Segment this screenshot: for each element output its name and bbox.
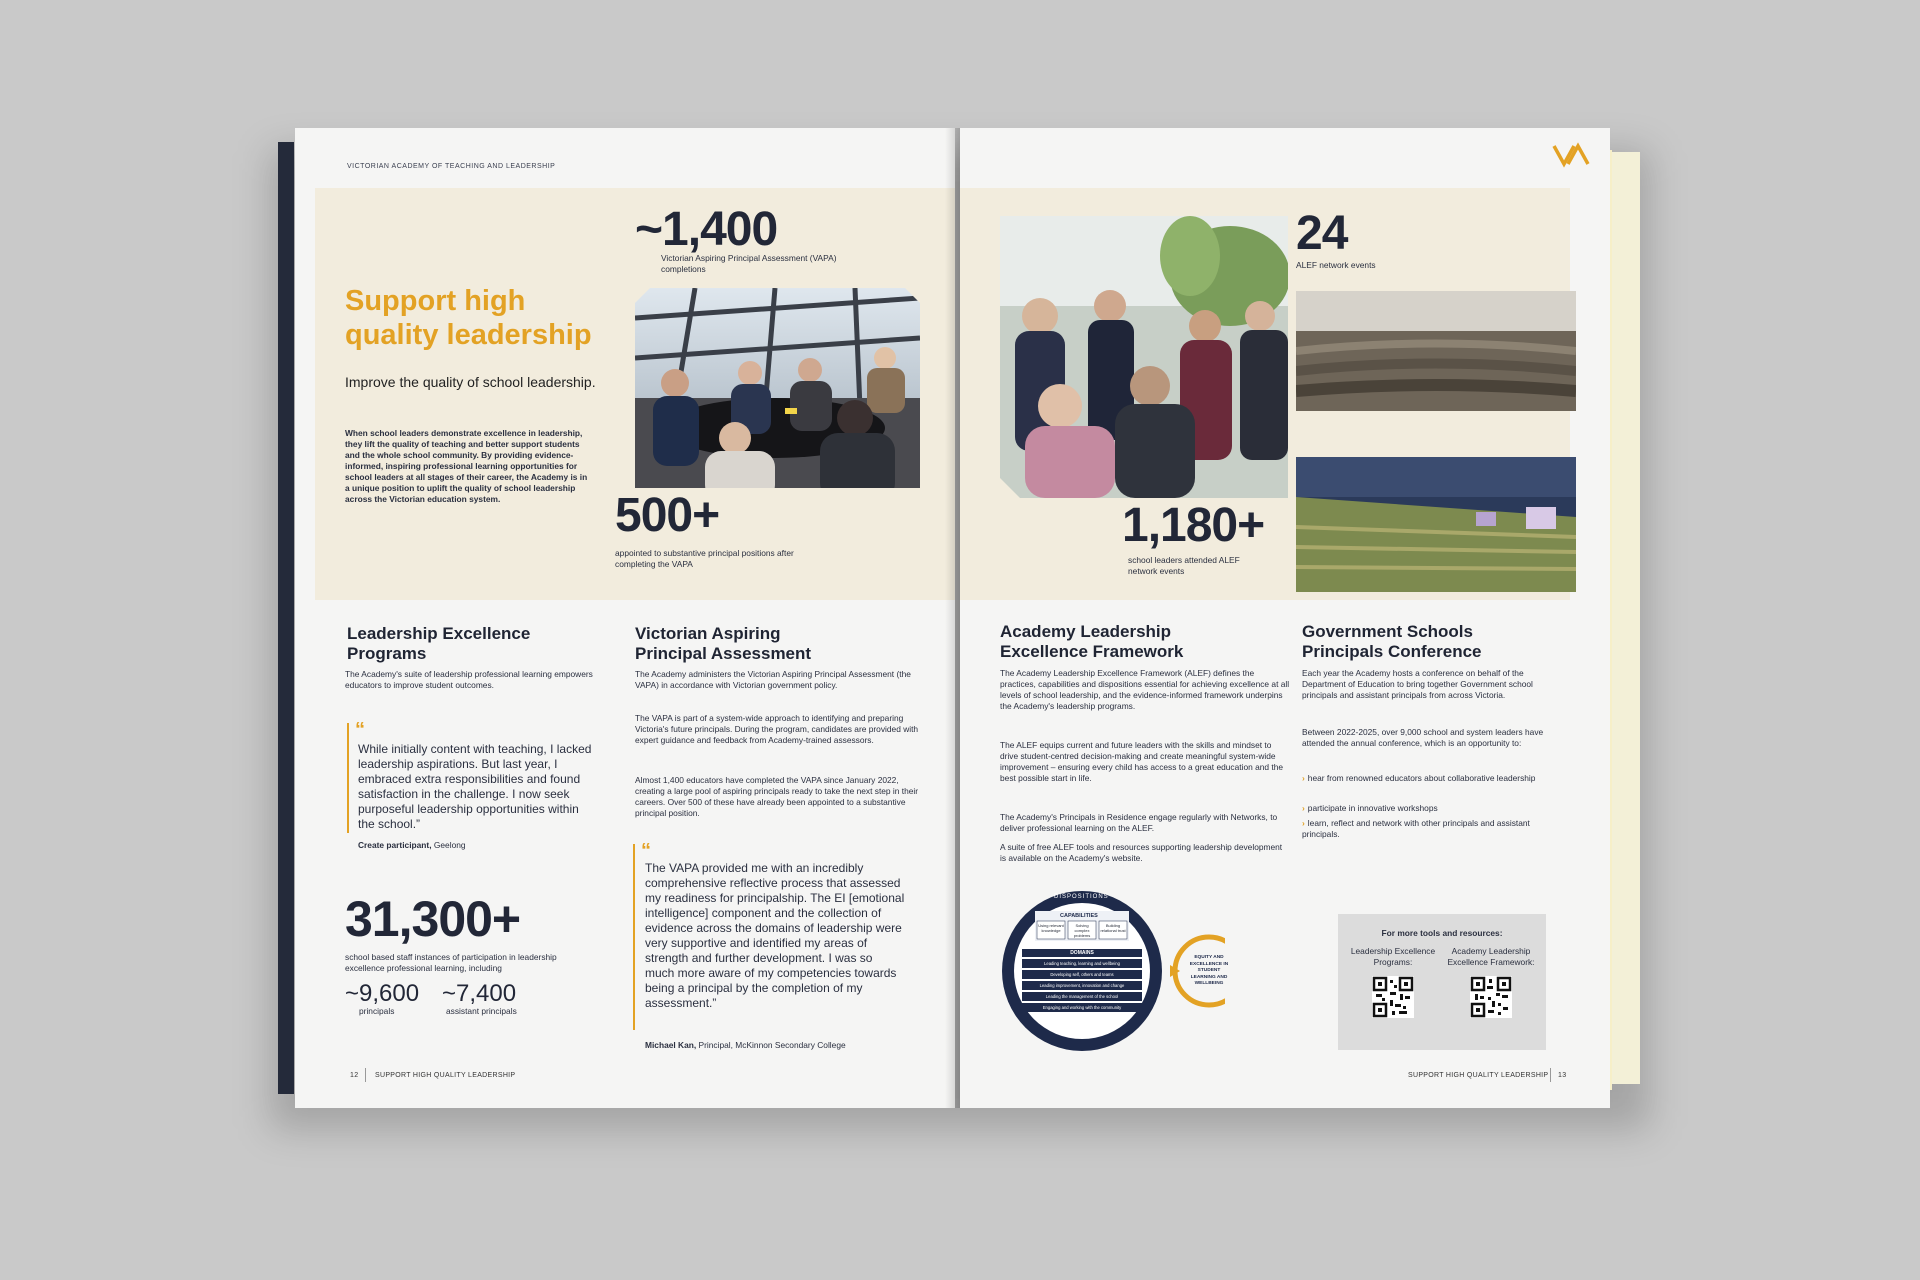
- quote-bar-2: [633, 844, 635, 1030]
- stat-vapa-completions: ~1,400: [635, 203, 778, 256]
- page-subtitle: Improve the quality of school leadership.: [345, 374, 596, 390]
- quote-place-1: Geelong: [431, 840, 466, 850]
- stat-appointed-label: appointed to substantive principal positions after completing the VAPA: [615, 548, 794, 569]
- stat-alef-events-label: ALEF network events: [1296, 260, 1376, 270]
- vapa-p1: The Academy administers the Victorian Aspiring Principal Assessment (the VAPA) in accordance with Victorian government policy.: [635, 669, 911, 690]
- page-title-line2: quality leadership: [345, 319, 592, 351]
- diagram-dispositions: DISPOSITIONS: [1054, 894, 1109, 900]
- stat-participation-label: school based staff instances of participation in leadership excellence professional learning, including: [345, 952, 557, 973]
- quote-create-participant: While initially content with teaching, I lacked leadership aspirations. But last year, I embraced extra responsibilities and found satisfaction in the challenge. I now seek purposeful leadership opportunities within the school.”: [358, 742, 592, 831]
- quote-mark-2: “: [641, 840, 651, 862]
- right-page: [960, 128, 1610, 1108]
- resources-box: [1338, 914, 1546, 1050]
- alef-p4: A suite of free ALEF tools and resources supporting leadership development is available on the Academy's website.: [1000, 842, 1283, 863]
- resources-label-alef: Academy Leadership Excellence Framework:: [1447, 946, 1535, 967]
- cover-edge-right: [1612, 152, 1640, 1084]
- photo-roundtable: [635, 288, 920, 501]
- stat-principals-label: principals: [359, 1006, 395, 1016]
- quote-author-2: Michael Kan,: [645, 1040, 697, 1050]
- diagram-outcome: EQUITY AND EXCELLENCE IN STUDENT LEARNING AND WELLBEING: [1189, 955, 1229, 986]
- diagram-domains: DOMAINS: [1070, 950, 1094, 956]
- photo-networking-event: [1000, 216, 1288, 498]
- vapa-p3: Almost 1,400 educators have completed the VAPA since January 2022, creating a large pool of aspiring principals ready to take the next step in their careers. Over 500 of these have already been appointed to a substantive principal position.: [635, 775, 919, 818]
- footer-divider-right: [1550, 1068, 1551, 1082]
- running-header: VICTORIAN ACADEMY OF TEACHING AND LEADERSHIP: [347, 163, 556, 170]
- quote-attribution-2: [645, 1040, 846, 1051]
- diagram-domain-5: Engaging and working with the community: [1042, 1005, 1122, 1010]
- gspc-bullet-1: [1302, 773, 1557, 784]
- stat-participation: 31,300+: [345, 891, 521, 947]
- stat-assistant-principals: ~7,400: [442, 980, 517, 1007]
- quote-author-1: Create participant,: [358, 840, 432, 850]
- heading-vapa: Victorian Aspiring Principal Assessment: [635, 624, 812, 663]
- footer-text-left: SUPPORT HIGH QUALITY LEADERSHIP: [375, 1072, 516, 1079]
- chevron-right-icon: ›: [1302, 818, 1305, 828]
- diagram-domain-3: Leading improvement, innovation and change: [1039, 983, 1125, 988]
- diagram-domain-2: Developing self, others and teams: [1050, 972, 1114, 977]
- quote-place-2: Principal, McKinnon Secondary College: [696, 1040, 846, 1050]
- gspc-bullet-3: [1302, 818, 1557, 840]
- page-title-line1: Support high: [345, 285, 526, 317]
- stat-assistant-principals-label: assistant principals: [446, 1006, 517, 1016]
- chevron-right-icon: ›: [1302, 803, 1305, 813]
- left-page: [295, 128, 955, 1108]
- alef-diagram: [1000, 885, 1229, 1065]
- quote-attribution-1: [358, 840, 466, 851]
- stat-alef-attendees-label: school leaders attended ALEF network events: [1128, 555, 1240, 576]
- footer-page-number-left: 12: [350, 1072, 359, 1079]
- cover-edge-left: [278, 142, 294, 1094]
- va-logo: [1552, 142, 1592, 173]
- diagram-domain-1: Leading teaching, learning and wellbeing: [1044, 961, 1120, 966]
- qr-code-alef[interactable]: [1470, 976, 1512, 1018]
- stat-vapa-completions-label: Victorian Aspiring Principal Assessment (VAPA) completions: [661, 253, 837, 274]
- diagram-cap-1: Using relevant knowledge: [1038, 923, 1064, 933]
- chevron-right-icon: ›: [1302, 773, 1305, 783]
- heading-leadership-excellence-programs: Leadership Excellence Programs: [347, 624, 531, 663]
- vapa-p2: The VAPA is part of a system-wide approach to identifying and preparing Victoria's future principals. During the program, candidates are provided with expert guidance and feedback from Academy-trained assessors.: [635, 713, 919, 745]
- stat-principals: ~9,600: [345, 980, 420, 1007]
- footer-divider-left: [365, 1068, 366, 1082]
- stat-alef-attendees: 1,180+: [1122, 499, 1265, 552]
- heading-alef: Academy Leadership Excellence Framework: [1000, 622, 1184, 661]
- diagram-cap-3: Building relational trust: [1100, 923, 1126, 933]
- qr-code-programs[interactable]: [1372, 976, 1414, 1018]
- diagram-domain-4: Leading the management of the school: [1045, 994, 1119, 999]
- quote-mark-1: “: [355, 719, 365, 741]
- heading-gspc: Government Schools Principals Conference: [1302, 622, 1482, 661]
- gspc-bullet-3-text: learn, reflect and network with other principals and assistant principals.: [1302, 818, 1530, 839]
- diagram-cap-2: Solving complex problems: [1073, 923, 1091, 938]
- footer-text-right: SUPPORT HIGH QUALITY LEADERSHIP: [1408, 1072, 1549, 1079]
- footer-page-number-right: 13: [1558, 1072, 1567, 1079]
- gspc-bullet-2-text: participate in innovative workshops: [1307, 803, 1438, 813]
- alef-p1: The Academy Leadership Excellence Framework (ALEF) defines the practices, capabilities and dispositions essential for achieving excellence at all levels of school leadership, and the evidence-informed framework underpins the Academy's leadership programs.: [1000, 668, 1290, 711]
- diagram-capabilities: CAPABILITIES: [1060, 913, 1098, 919]
- alef-p2: The ALEF equips current and future leaders with the skills and mindset to drive student-centred decision-making and create meaningful system-wide improvement – ensuring every child has access to a great education and the best possible start in life.: [1000, 740, 1284, 783]
- gspc-p2: Between 2022-2025, over 9,000 school and system leaders have attended the annual conference, which is an opportunity to:: [1302, 727, 1544, 748]
- intro-text: When school leaders demonstrate excellence in leadership, they lift the quality of teaching and better support students and the whole school community. By providing evidence-informed, inspiring professional learning opportunities for school leaders at all stages of their career, the Academy is in a unique position to uplift the quality of school leadership across the Victorian education system.: [345, 428, 588, 504]
- resources-title: For more tools and resources:: [1381, 928, 1503, 938]
- stat-appointed: 500+: [615, 489, 720, 542]
- photo-auditorium: [1296, 457, 1576, 592]
- gspc-bullet-1-text: hear from renowned educators about collaborative leadership: [1307, 773, 1536, 783]
- alef-p3: The Academy's Principals in Residence engage regularly with Networks, to deliver professional learning on the ALEF.: [1000, 812, 1278, 833]
- gspc-p1: Each year the Academy hosts a conference on behalf of the Department of Education to bring together Government school principals and assistant principals from across Victoria.: [1302, 668, 1533, 700]
- quote-michael-kan: The VAPA provided me with an incredibly comprehensive reflective process that assessed my readiness for principalship. The EI [emotional intelligence] component and the collection of evidence across the domains of leadership were very supportive and identified my areas of strength and further development. I was so much more aware of my competencies towards being a principal by the completion of my assessment.”: [645, 861, 905, 1010]
- quote-bar-1: [347, 723, 349, 833]
- resources-label-programs: Leadership Excellence Programs:: [1350, 946, 1436, 967]
- gspc-bullet-2: [1302, 803, 1557, 814]
- stat-alef-events: 24: [1296, 207, 1348, 260]
- photo-conference-hall: [1296, 291, 1576, 411]
- lep-text: The Academy's suite of leadership professional learning empowers educators to improve student outcomes.: [345, 669, 593, 690]
